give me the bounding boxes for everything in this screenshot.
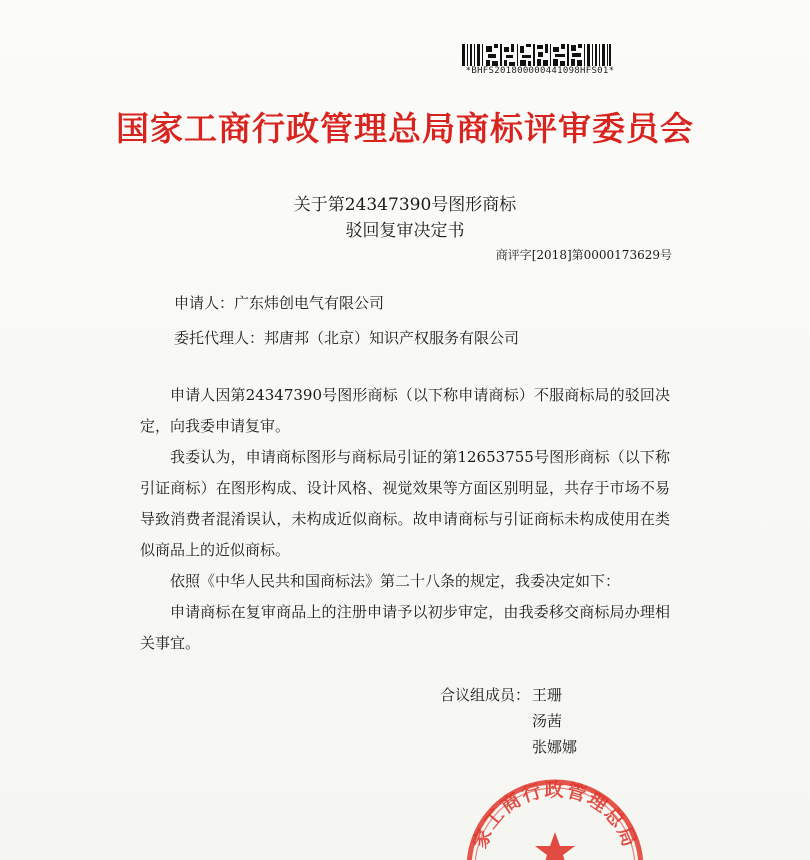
agent-name: 邦唐邦（北京）知识产权服务有限公司 xyxy=(264,329,520,347)
document-number: 商评字[2018]第0000173629号 xyxy=(495,248,672,262)
panel-members-label: 合议组成员： xyxy=(440,686,531,704)
body-paragraph-3: 依照《中华人民共和国商标法》第二十八条的规定，我委决定如下： xyxy=(170,572,621,590)
panel-member: 王珊 xyxy=(532,686,563,704)
panel-member: 张娜娜 xyxy=(532,738,578,756)
applicant-name: 广东炜创电气有限公司 xyxy=(234,294,385,312)
document-title-line1: 关于第24347390号图形商标 xyxy=(293,195,517,215)
seal-text: 家工商行政管理总局 xyxy=(468,779,642,852)
official-seal-image xyxy=(455,770,655,860)
barcode-image xyxy=(462,44,612,66)
agent-line xyxy=(174,327,519,348)
organization-title: 国家工商行政管理总局商标评审委员会 xyxy=(116,109,694,148)
panel-member: 汤茜 xyxy=(532,712,563,730)
applicant-line xyxy=(174,292,384,313)
document-title-line2: 驳回复审决定书 xyxy=(345,221,465,241)
body-paragraph-4: 申请商标在复审商品上的注册申请予以初步审定，由我委移交商标局办理相关事宜。 xyxy=(140,603,670,652)
body-paragraph-1: 申请人因第24347390号图形商标（以下称申请商标）不服商标局的驳回决定，向我委申请复审。 xyxy=(140,386,670,435)
agent-label: 委托代理人： xyxy=(174,329,265,347)
applicant-label: 申请人： xyxy=(174,294,235,312)
barcode-number: *BHFS201800000441098HFS01* xyxy=(465,66,615,76)
body-paragraph-2: 我委认为，申请商标图形与商标局引证的第12653755号图形商标（以下称引证商标）在图形构成、设计风格、视觉效果等方面区别明显，共存于市场不易导致消费者混淆误认，未构成近似商标。故申请商标与引证商标未构成使用在类似商品上的近似商标。 xyxy=(140,448,670,559)
